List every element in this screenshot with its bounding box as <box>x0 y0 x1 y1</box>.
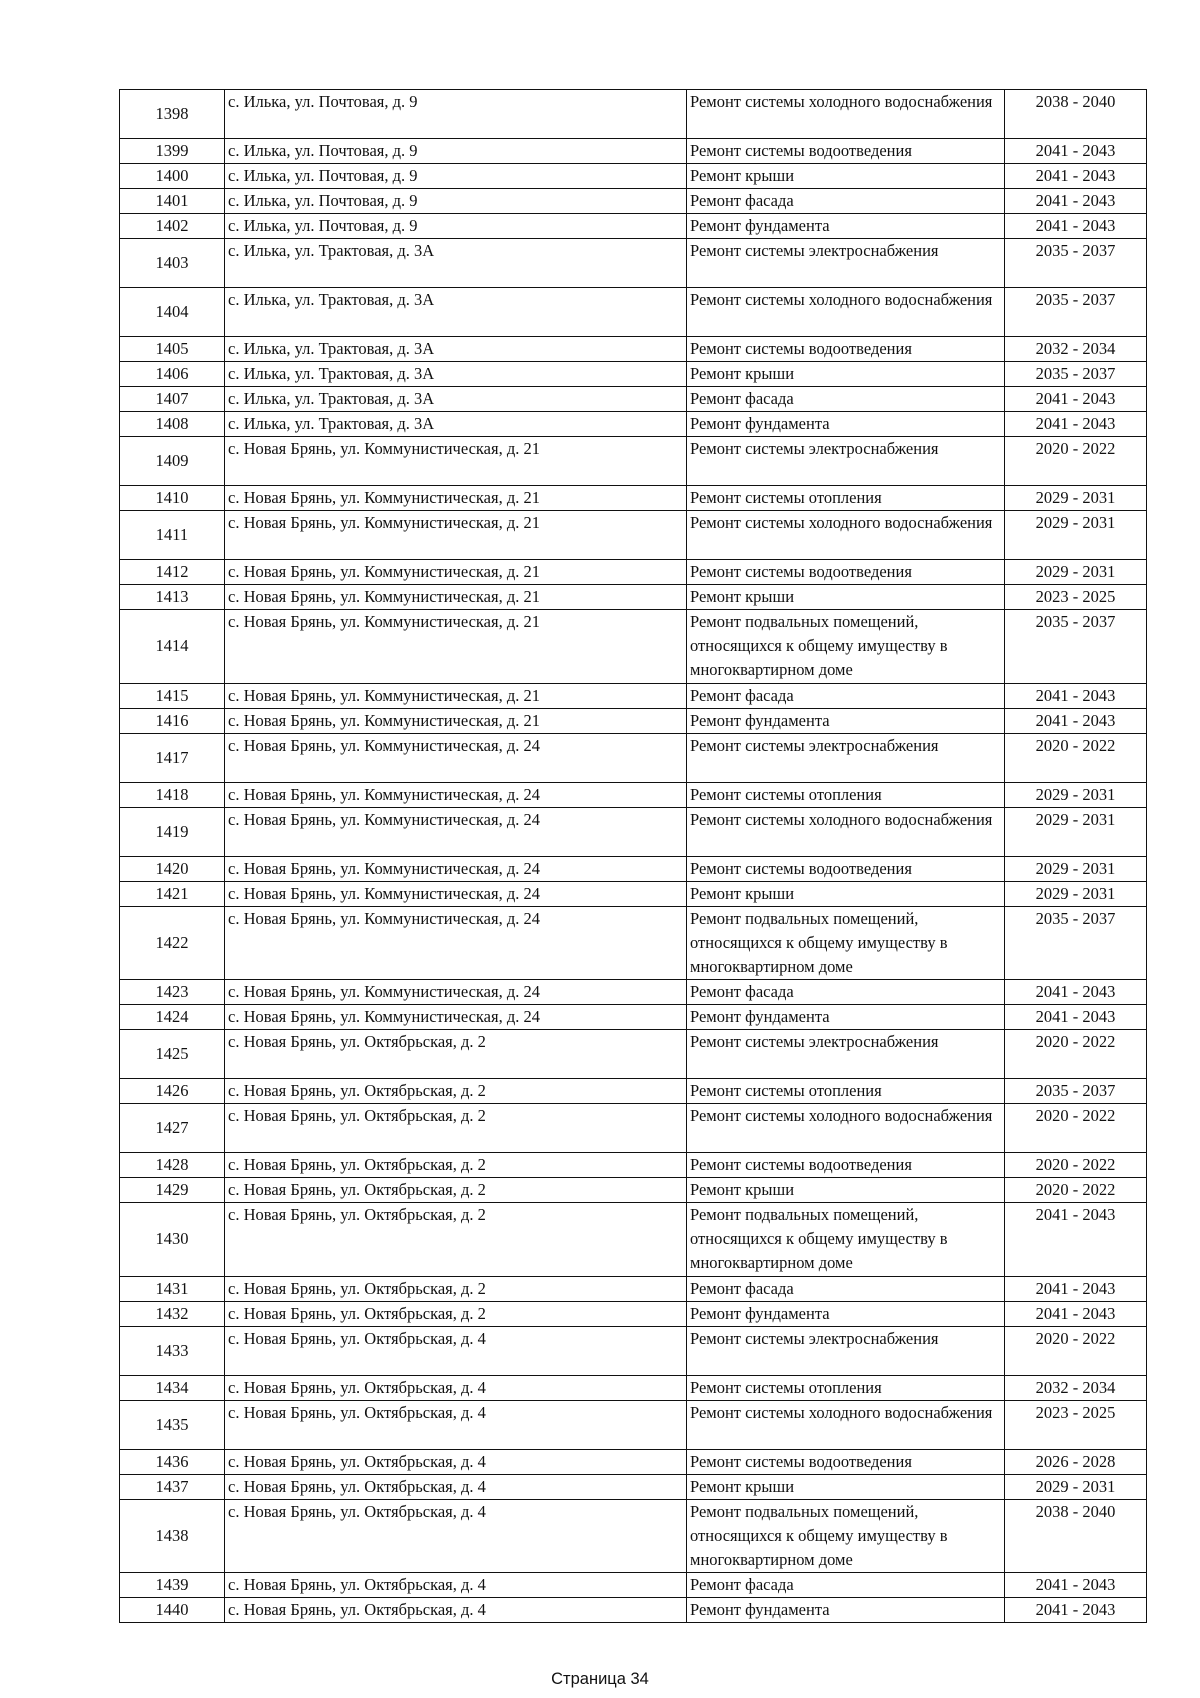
work-type-cell: Ремонт системы холодного водоснабжения <box>687 1104 1005 1153</box>
work-type-cell: Ремонт фундамента <box>687 1005 1005 1030</box>
work-type-cell: Ремонт фундамента <box>687 214 1005 239</box>
row-number: 1433 <box>120 1326 225 1375</box>
row-number: 1408 <box>120 412 225 437</box>
address-cell: с. Новая Брянь, ул. Октябрьская, д. 2 <box>225 1079 687 1104</box>
period-cell: 2041 - 2043 <box>1005 708 1147 733</box>
period-cell: 2029 - 2031 <box>1005 486 1147 511</box>
address-cell: с. Новая Брянь, ул. Коммунистическая, д. 24 <box>225 807 687 856</box>
row-number: 1419 <box>120 807 225 856</box>
row-number: 1405 <box>120 337 225 362</box>
table-row <box>120 683 1147 708</box>
table-row <box>120 1301 1147 1326</box>
row-number: 1435 <box>120 1400 225 1449</box>
work-type-cell: Ремонт системы водоотведения <box>687 337 1005 362</box>
work-type-cell: Ремонт системы водоотведения <box>687 560 1005 585</box>
address-cell: с. Новая Брянь, ул. Октябрьская, д. 4 <box>225 1326 687 1375</box>
address-cell: с. Новая Брянь, ул. Коммунистическая, д. 21 <box>225 437 687 486</box>
address-cell: с. Новая Брянь, ул. Октябрьская, д. 2 <box>225 1301 687 1326</box>
table-row <box>120 1499 1147 1573</box>
period-cell: 2041 - 2043 <box>1005 164 1147 189</box>
address-cell: с. Новая Брянь, ул. Коммунистическая, д. 21 <box>225 708 687 733</box>
table-row <box>120 708 1147 733</box>
period-cell: 2041 - 2043 <box>1005 1203 1147 1277</box>
work-type-cell: Ремонт крыши <box>687 881 1005 906</box>
row-number: 1430 <box>120 1203 225 1277</box>
address-cell: с. Новая Брянь, ул. Коммунистическая, д. 24 <box>225 1005 687 1030</box>
table-row <box>120 807 1147 856</box>
address-cell: с. Новая Брянь, ул. Коммунистическая, д. 24 <box>225 782 687 807</box>
period-cell: 2020 - 2022 <box>1005 1030 1147 1079</box>
row-number: 1434 <box>120 1375 225 1400</box>
row-number: 1400 <box>120 164 225 189</box>
address-cell: с. Илька, ул. Почтовая, д. 9 <box>225 214 687 239</box>
table-row <box>120 1079 1147 1104</box>
row-number: 1440 <box>120 1598 225 1623</box>
address-cell: с. Новая Брянь, ул. Коммунистическая, д. 21 <box>225 610 687 684</box>
table-row <box>120 906 1147 980</box>
address-cell: с. Новая Брянь, ул. Коммунистическая, д. 21 <box>225 560 687 585</box>
row-number: 1403 <box>120 239 225 288</box>
work-type-cell: Ремонт фасада <box>687 387 1005 412</box>
address-cell: с. Илька, ул. Почтовая, д. 9 <box>225 164 687 189</box>
period-cell: 2029 - 2031 <box>1005 1474 1147 1499</box>
work-type-cell: Ремонт подвальных помещений, относящихся к общему имуществу в многоквартирном доме <box>687 906 1005 980</box>
row-number: 1407 <box>120 387 225 412</box>
address-cell: с. Илька, ул. Трактовая, д. 3А <box>225 288 687 337</box>
period-cell: 2041 - 2043 <box>1005 214 1147 239</box>
period-cell: 2035 - 2037 <box>1005 906 1147 980</box>
table-row <box>120 585 1147 610</box>
work-type-cell: Ремонт системы отопления <box>687 1375 1005 1400</box>
table-row <box>120 511 1147 560</box>
period-cell: 2020 - 2022 <box>1005 437 1147 486</box>
work-type-cell: Ремонт подвальных помещений, относящихся к общему имуществу в многоквартирном доме <box>687 610 1005 684</box>
period-cell: 2038 - 2040 <box>1005 1499 1147 1573</box>
period-cell: 2032 - 2034 <box>1005 1375 1147 1400</box>
table-row <box>120 239 1147 288</box>
table-row <box>120 782 1147 807</box>
period-cell: 2032 - 2034 <box>1005 337 1147 362</box>
work-type-cell: Ремонт системы электроснабжения <box>687 733 1005 782</box>
period-cell: 2035 - 2037 <box>1005 362 1147 387</box>
row-number: 1421 <box>120 881 225 906</box>
table-row <box>120 1203 1147 1277</box>
work-type-cell: Ремонт системы электроснабжения <box>687 1030 1005 1079</box>
row-number: 1428 <box>120 1153 225 1178</box>
period-cell: 2023 - 2025 <box>1005 1400 1147 1449</box>
table-row <box>120 189 1147 214</box>
address-cell: с. Илька, ул. Трактовая, д. 3А <box>225 337 687 362</box>
table-row <box>120 1474 1147 1499</box>
work-type-cell: Ремонт системы холодного водоснабжения <box>687 90 1005 139</box>
row-number: 1402 <box>120 214 225 239</box>
table-row <box>120 1326 1147 1375</box>
address-cell: с. Новая Брянь, ул. Октябрьская, д. 4 <box>225 1449 687 1474</box>
row-number: 1426 <box>120 1079 225 1104</box>
table-row <box>120 1153 1147 1178</box>
period-cell: 2038 - 2040 <box>1005 90 1147 139</box>
row-number: 1437 <box>120 1474 225 1499</box>
work-type-cell: Ремонт крыши <box>687 585 1005 610</box>
work-type-cell: Ремонт системы холодного водоснабжения <box>687 1400 1005 1449</box>
work-type-cell: Ремонт системы водоотведения <box>687 856 1005 881</box>
period-cell: 2035 - 2037 <box>1005 1079 1147 1104</box>
row-number: 1398 <box>120 90 225 139</box>
work-type-cell: Ремонт системы холодного водоснабжения <box>687 288 1005 337</box>
period-cell: 2041 - 2043 <box>1005 1573 1147 1598</box>
address-cell: с. Новая Брянь, ул. Коммунистическая, д. 21 <box>225 486 687 511</box>
work-type-cell: Ремонт крыши <box>687 1178 1005 1203</box>
address-cell: с. Илька, ул. Трактовая, д. 3А <box>225 412 687 437</box>
table-row <box>120 1104 1147 1153</box>
table-row <box>120 1375 1147 1400</box>
table-row <box>120 1030 1147 1079</box>
row-number: 1406 <box>120 362 225 387</box>
period-cell: 2035 - 2037 <box>1005 239 1147 288</box>
period-cell: 2020 - 2022 <box>1005 1326 1147 1375</box>
address-cell: с. Новая Брянь, ул. Коммунистическая, д. 24 <box>225 881 687 906</box>
period-cell: 2041 - 2043 <box>1005 412 1147 437</box>
work-type-cell: Ремонт системы водоотведения <box>687 1449 1005 1474</box>
table-row <box>120 733 1147 782</box>
table-row <box>120 90 1147 139</box>
period-cell: 2041 - 2043 <box>1005 1301 1147 1326</box>
address-cell: с. Новая Брянь, ул. Октябрьская, д. 2 <box>225 1104 687 1153</box>
address-cell: с. Новая Брянь, ул. Октябрьская, д. 2 <box>225 1153 687 1178</box>
work-type-cell: Ремонт подвальных помещений, относящихся к общему имуществу в многоквартирном доме <box>687 1499 1005 1573</box>
work-type-cell: Ремонт фундамента <box>687 1301 1005 1326</box>
table-row <box>120 437 1147 486</box>
period-cell: 2041 - 2043 <box>1005 683 1147 708</box>
table-row <box>120 980 1147 1005</box>
row-number: 1423 <box>120 980 225 1005</box>
address-cell: с. Новая Брянь, ул. Октябрьская, д. 4 <box>225 1474 687 1499</box>
period-cell: 2041 - 2043 <box>1005 1276 1147 1301</box>
table-row <box>120 610 1147 684</box>
repair-schedule-table <box>119 89 1147 1623</box>
table-row <box>120 1573 1147 1598</box>
row-number: 1412 <box>120 560 225 585</box>
period-cell: 2029 - 2031 <box>1005 807 1147 856</box>
address-cell: с. Новая Брянь, ул. Октябрьская, д. 4 <box>225 1598 687 1623</box>
work-type-cell: Ремонт подвальных помещений, относящихся к общему имуществу в многоквартирном доме <box>687 1203 1005 1277</box>
work-type-cell: Ремонт крыши <box>687 1474 1005 1499</box>
table-row <box>120 1598 1147 1623</box>
table-row <box>120 560 1147 585</box>
work-type-cell: Ремонт крыши <box>687 362 1005 387</box>
row-number: 1411 <box>120 511 225 560</box>
table-row <box>120 412 1147 437</box>
address-cell: с. Илька, ул. Почтовая, д. 9 <box>225 139 687 164</box>
row-number: 1427 <box>120 1104 225 1153</box>
address-cell: с. Илька, ул. Трактовая, д. 3А <box>225 362 687 387</box>
row-number: 1417 <box>120 733 225 782</box>
row-number: 1425 <box>120 1030 225 1079</box>
work-type-cell: Ремонт системы электроснабжения <box>687 437 1005 486</box>
row-number: 1410 <box>120 486 225 511</box>
address-cell: с. Илька, ул. Почтовая, д. 9 <box>225 189 687 214</box>
work-type-cell: Ремонт крыши <box>687 164 1005 189</box>
row-number: 1431 <box>120 1276 225 1301</box>
work-type-cell: Ремонт системы отопления <box>687 782 1005 807</box>
row-number: 1438 <box>120 1499 225 1573</box>
period-cell: 2020 - 2022 <box>1005 1178 1147 1203</box>
row-number: 1414 <box>120 610 225 684</box>
address-cell: с. Новая Брянь, ул. Коммунистическая, д. 24 <box>225 906 687 980</box>
address-cell: с. Новая Брянь, ул. Октябрьская, д. 2 <box>225 1203 687 1277</box>
address-cell: с. Илька, ул. Трактовая, д. 3А <box>225 239 687 288</box>
row-number: 1409 <box>120 437 225 486</box>
table-row <box>120 486 1147 511</box>
address-cell: с. Новая Брянь, ул. Октябрьская, д. 2 <box>225 1178 687 1203</box>
period-cell: 2041 - 2043 <box>1005 189 1147 214</box>
period-cell: 2041 - 2043 <box>1005 1005 1147 1030</box>
row-number: 1422 <box>120 906 225 980</box>
row-number: 1429 <box>120 1178 225 1203</box>
period-cell: 2029 - 2031 <box>1005 560 1147 585</box>
work-type-cell: Ремонт фасада <box>687 980 1005 1005</box>
table-row <box>120 1005 1147 1030</box>
work-type-cell: Ремонт фундамента <box>687 708 1005 733</box>
address-cell: с. Илька, ул. Трактовая, д. 3А <box>225 387 687 412</box>
row-number: 1420 <box>120 856 225 881</box>
table-row <box>120 139 1147 164</box>
period-cell: 2029 - 2031 <box>1005 856 1147 881</box>
table-row <box>120 164 1147 189</box>
table-row <box>120 288 1147 337</box>
address-cell: с. Илька, ул. Почтовая, д. 9 <box>225 90 687 139</box>
period-cell: 2029 - 2031 <box>1005 782 1147 807</box>
address-cell: с. Новая Брянь, ул. Октябрьская, д. 4 <box>225 1375 687 1400</box>
work-type-cell: Ремонт фундамента <box>687 1598 1005 1623</box>
address-cell: с. Новая Брянь, ул. Октябрьская, д. 2 <box>225 1276 687 1301</box>
table-row <box>120 214 1147 239</box>
address-cell: с. Новая Брянь, ул. Коммунистическая, д. 24 <box>225 980 687 1005</box>
work-type-cell: Ремонт фасада <box>687 189 1005 214</box>
period-cell: 2020 - 2022 <box>1005 733 1147 782</box>
address-cell: с. Новая Брянь, ул. Коммунистическая, д. 24 <box>225 733 687 782</box>
row-number: 1439 <box>120 1573 225 1598</box>
work-type-cell: Ремонт системы отопления <box>687 1079 1005 1104</box>
work-type-cell: Ремонт системы отопления <box>687 486 1005 511</box>
row-number: 1416 <box>120 708 225 733</box>
period-cell: 2026 - 2028 <box>1005 1449 1147 1474</box>
address-cell: с. Новая Брянь, ул. Октябрьская, д. 4 <box>225 1573 687 1598</box>
row-number: 1436 <box>120 1449 225 1474</box>
table-row <box>120 1449 1147 1474</box>
period-cell: 2035 - 2037 <box>1005 610 1147 684</box>
period-cell: 2041 - 2043 <box>1005 980 1147 1005</box>
row-number: 1415 <box>120 683 225 708</box>
table-row <box>120 1276 1147 1301</box>
period-cell: 2020 - 2022 <box>1005 1104 1147 1153</box>
row-number: 1432 <box>120 1301 225 1326</box>
table-row <box>120 337 1147 362</box>
table-row <box>120 1178 1147 1203</box>
address-cell: с. Новая Брянь, ул. Октябрьская, д. 4 <box>225 1499 687 1573</box>
work-type-cell: Ремонт системы холодного водоснабжения <box>687 511 1005 560</box>
table-row <box>120 1400 1147 1449</box>
work-type-cell: Ремонт фасада <box>687 1573 1005 1598</box>
page-footer: Страница 34 <box>551 1670 649 1688</box>
address-cell: с. Новая Брянь, ул. Коммунистическая, д. 21 <box>225 683 687 708</box>
work-type-cell: Ремонт системы электроснабжения <box>687 239 1005 288</box>
period-cell: 2035 - 2037 <box>1005 288 1147 337</box>
period-cell: 2041 - 2043 <box>1005 139 1147 164</box>
work-type-cell: Ремонт фасада <box>687 683 1005 708</box>
address-cell: с. Новая Брянь, ул. Октябрьская, д. 4 <box>225 1400 687 1449</box>
address-cell: с. Новая Брянь, ул. Коммунистическая, д. 21 <box>225 585 687 610</box>
address-cell: с. Новая Брянь, ул. Октябрьская, д. 2 <box>225 1030 687 1079</box>
work-type-cell: Ремонт системы водоотведения <box>687 1153 1005 1178</box>
period-cell: 2023 - 2025 <box>1005 585 1147 610</box>
period-cell: 2029 - 2031 <box>1005 881 1147 906</box>
row-number: 1413 <box>120 585 225 610</box>
period-cell: 2029 - 2031 <box>1005 511 1147 560</box>
work-type-cell: Ремонт фундамента <box>687 412 1005 437</box>
table-row <box>120 881 1147 906</box>
period-cell: 2041 - 2043 <box>1005 387 1147 412</box>
period-cell: 2020 - 2022 <box>1005 1153 1147 1178</box>
row-number: 1418 <box>120 782 225 807</box>
row-number: 1399 <box>120 139 225 164</box>
table-row <box>120 856 1147 881</box>
work-type-cell: Ремонт системы холодного водоснабжения <box>687 807 1005 856</box>
row-number: 1424 <box>120 1005 225 1030</box>
row-number: 1401 <box>120 189 225 214</box>
table-row <box>120 387 1147 412</box>
table-row <box>120 362 1147 387</box>
work-type-cell: Ремонт системы электроснабжения <box>687 1326 1005 1375</box>
work-type-cell: Ремонт фасада <box>687 1276 1005 1301</box>
row-number: 1404 <box>120 288 225 337</box>
work-type-cell: Ремонт системы водоотведения <box>687 139 1005 164</box>
address-cell: с. Новая Брянь, ул. Коммунистическая, д. 24 <box>225 856 687 881</box>
address-cell: с. Новая Брянь, ул. Коммунистическая, д. 21 <box>225 511 687 560</box>
period-cell: 2041 - 2043 <box>1005 1598 1147 1623</box>
